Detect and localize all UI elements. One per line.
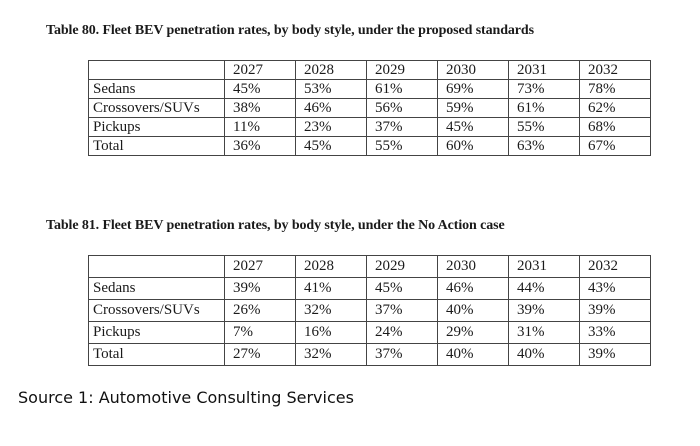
table-cell: 39% xyxy=(580,344,651,366)
year-header: 2028 xyxy=(296,61,367,80)
table-cell: 60% xyxy=(438,137,509,156)
corner-cell xyxy=(89,61,225,80)
table-cell: 61% xyxy=(509,99,580,118)
table-80-caption: Table 80. Fleet BEV penetration rates, by body style, under the proposed standards xyxy=(46,23,534,38)
year-header: 2027 xyxy=(225,256,296,278)
table-cell: 53% xyxy=(296,80,367,99)
table-cell: 44% xyxy=(509,278,580,300)
table-cell: 32% xyxy=(296,344,367,366)
table-cell: 11% xyxy=(225,118,296,137)
year-header: 2028 xyxy=(296,256,367,278)
table-cell: 23% xyxy=(296,118,367,137)
table-cell: 31% xyxy=(509,322,580,344)
table-cell: 55% xyxy=(367,137,438,156)
table-cell: 73% xyxy=(509,80,580,99)
year-header: 2032 xyxy=(580,61,651,80)
table-cell: 37% xyxy=(367,300,438,322)
table-cell: 67% xyxy=(580,137,651,156)
year-header: 2030 xyxy=(438,61,509,80)
table-cell: 46% xyxy=(438,278,509,300)
table-row xyxy=(89,137,651,156)
table-cell: 55% xyxy=(509,118,580,137)
table-row xyxy=(89,322,651,344)
table-cell: 69% xyxy=(438,80,509,99)
header-row xyxy=(89,256,651,278)
table-cell: 46% xyxy=(296,99,367,118)
table-cell: 38% xyxy=(225,99,296,118)
table-cell: 26% xyxy=(225,300,296,322)
table-cell: 41% xyxy=(296,278,367,300)
table-cell: 68% xyxy=(580,118,651,137)
table-cell: 62% xyxy=(580,99,651,118)
row-label: Crossovers/SUVs xyxy=(89,300,225,322)
table-81-caption: Table 81. Fleet BEV penetration rates, by body style, under the No Action case xyxy=(46,218,505,233)
table-cell: 16% xyxy=(296,322,367,344)
row-label: Crossovers/SUVs xyxy=(89,99,225,118)
row-label: Total xyxy=(89,137,225,156)
table-row xyxy=(89,99,651,118)
table-cell: 32% xyxy=(296,300,367,322)
row-label: Sedans xyxy=(89,278,225,300)
table-row xyxy=(89,80,651,99)
table-cell: 37% xyxy=(367,344,438,366)
table-cell: 40% xyxy=(438,300,509,322)
table-cell: 56% xyxy=(367,99,438,118)
corner-cell xyxy=(89,256,225,278)
table-cell: 45% xyxy=(438,118,509,137)
year-header: 2027 xyxy=(225,61,296,80)
year-header: 2032 xyxy=(580,256,651,278)
table-row xyxy=(89,118,651,137)
table-cell: 33% xyxy=(580,322,651,344)
table-cell: 40% xyxy=(509,344,580,366)
table-80 xyxy=(88,60,651,156)
header-row xyxy=(89,61,651,80)
row-label: Pickups xyxy=(89,118,225,137)
table-cell: 45% xyxy=(225,80,296,99)
table-cell: 39% xyxy=(225,278,296,300)
year-header: 2031 xyxy=(509,61,580,80)
table-cell: 29% xyxy=(438,322,509,344)
table-cell: 45% xyxy=(296,137,367,156)
row-label: Pickups xyxy=(89,322,225,344)
table-cell: 78% xyxy=(580,80,651,99)
table-row xyxy=(89,300,651,322)
table-81 xyxy=(88,255,651,366)
year-header: 2029 xyxy=(367,61,438,80)
table-cell: 36% xyxy=(225,137,296,156)
table-cell: 59% xyxy=(438,99,509,118)
year-header: 2030 xyxy=(438,256,509,278)
table-cell: 61% xyxy=(367,80,438,99)
row-label: Total xyxy=(89,344,225,366)
table-cell: 45% xyxy=(367,278,438,300)
table-cell: 43% xyxy=(580,278,651,300)
year-header: 2031 xyxy=(509,256,580,278)
table-cell: 24% xyxy=(367,322,438,344)
year-header: 2029 xyxy=(367,256,438,278)
table-cell: 39% xyxy=(580,300,651,322)
row-label: Sedans xyxy=(89,80,225,99)
table-cell: 63% xyxy=(509,137,580,156)
table-cell: 37% xyxy=(367,118,438,137)
table-cell: 40% xyxy=(438,344,509,366)
source-caption: Source 1: Automotive Consulting Services xyxy=(18,388,354,407)
table-cell: 27% xyxy=(225,344,296,366)
table-row xyxy=(89,344,651,366)
table-row xyxy=(89,278,651,300)
table-cell: 7% xyxy=(225,322,296,344)
table-cell: 39% xyxy=(509,300,580,322)
